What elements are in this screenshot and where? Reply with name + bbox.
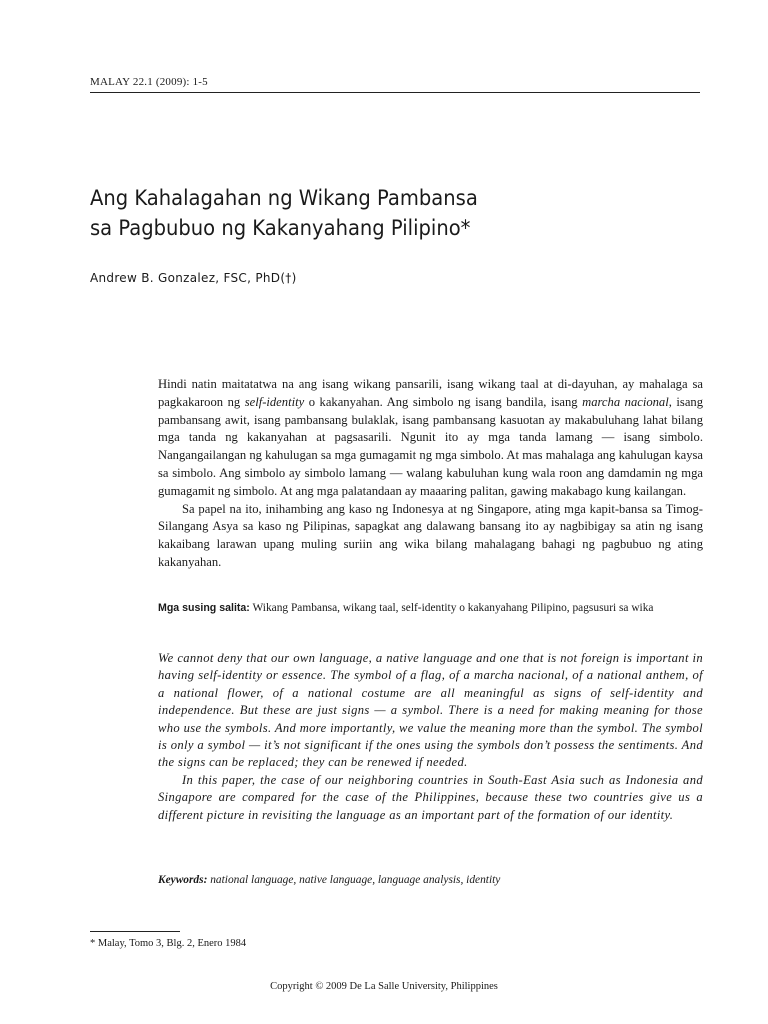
abstract-filipino-paragraph-1 xyxy=(158,376,703,501)
keywords-filipino-text: Wikang Pambansa, wikang taal, self-identity o kakanyahang Pilipino, pagsusuri sa wika xyxy=(252,602,654,614)
title-line-2: sa Pagbubuo ng Kakanyahang Pilipino* xyxy=(90,216,471,240)
term-self-identity: self-identity xyxy=(244,394,305,409)
abstract-english xyxy=(158,650,703,824)
term-marcha-nacional: marcha nacional xyxy=(582,394,669,409)
keywords-filipino xyxy=(158,600,703,616)
running-head: MALAY 22.1 (2009): 1-5 xyxy=(90,76,208,88)
keywords-english xyxy=(158,874,703,886)
header-rule xyxy=(90,92,700,93)
keywords-filipino-label: Mga susing salita: xyxy=(158,602,250,614)
abstract-english-paragraph-1: We cannot deny that our own language, a native language and one that is not foreign is important in having self-identity or essence. The symbol of a flag, of a marcha nacional, of a national anthem, of a national flower, of a national costume are all meaningful as signs of self-identity and independence. But these are just signs — a symbol. There is a need for making meaning for those who use the symbols. And more importantly, we value the meaning more than the symbol. The symbol is only a symbol — it’s not significant if the ones using the symbols don’t possess the sentiments. And the signs can be replaced; they can be renewed if needed. xyxy=(158,651,703,770)
footnote-rule xyxy=(90,931,180,932)
abstract-english-paragraph-2: In this paper, the case of our neighboring countries in South-East Asia such as Indonesia and Singapore are compared for the case of the Philippines, because these two countries give us a different picture in revisiting the language as an important part of the formation of our identity. xyxy=(158,772,703,822)
keywords-english-text: national language, native language, language analysis, identity xyxy=(210,874,501,886)
abstract-filipino-text-3: , isang pambansang awit, isang pambansang bulaklak, isang pambansang kasuotan ay makabuluhang lahat bilang mga tanda ng kakanyahan at pagsasarili. Ngunit ito ay mga tanda lamang — isang simbolo. Nangangailangan ng kahulugan sa mga gumagamit ng mga simbolo. At mas mahalaga ang kahulugan kaysa sa simbolo. Ang simbolo ay simbolo lamang — walang kabuluhan kung wala roon ang damdamin ng mga gumagamit ng simbolo. At ang mga palatandaan ay maaaring palitan, gawing makabago kung kailangan. xyxy=(158,394,703,498)
author-line: Andrew B. Gonzalez, FSC, PhD(†) xyxy=(90,271,297,285)
abstract-filipino-paragraph-2: Sa papel na ito, inihambing ang kaso ng Indonesya at ng Singapore, ating mga kapit-bansa sa Timog-Silangang Asya sa kaso ng Pilipinas, sapagkat ang dalawang bansang ito ay nagbibigay sa atin ng isang kakaibang larawan upang muling suriin ang wika bilang mahalagang bahagi ng pagbubuo ng ating kakanyahan. xyxy=(158,501,703,569)
footnote: * Malay, Tomo 3, Blg. 2, Enero 1984 xyxy=(90,938,247,949)
abstract-filipino xyxy=(158,376,703,572)
abstract-filipino-text-2: o kakanyahan. Ang simbolo ng isang bandila, isang xyxy=(304,394,583,409)
article-title xyxy=(90,183,667,243)
copyright-line: Copyright © 2009 De La Salle University, Philippines xyxy=(270,981,498,992)
title-line-1: Ang Kahalagahan ng Wikang Pambansa xyxy=(90,186,478,210)
keywords-english-label: Keywords: xyxy=(158,874,208,886)
abstract-filipino-text-1: Hindi natin maitatatwa na ang isang wikang pansarili, isang wikang taal at di-dayuhan, ay mahalaga sa pagkakaroon ng xyxy=(158,377,703,409)
